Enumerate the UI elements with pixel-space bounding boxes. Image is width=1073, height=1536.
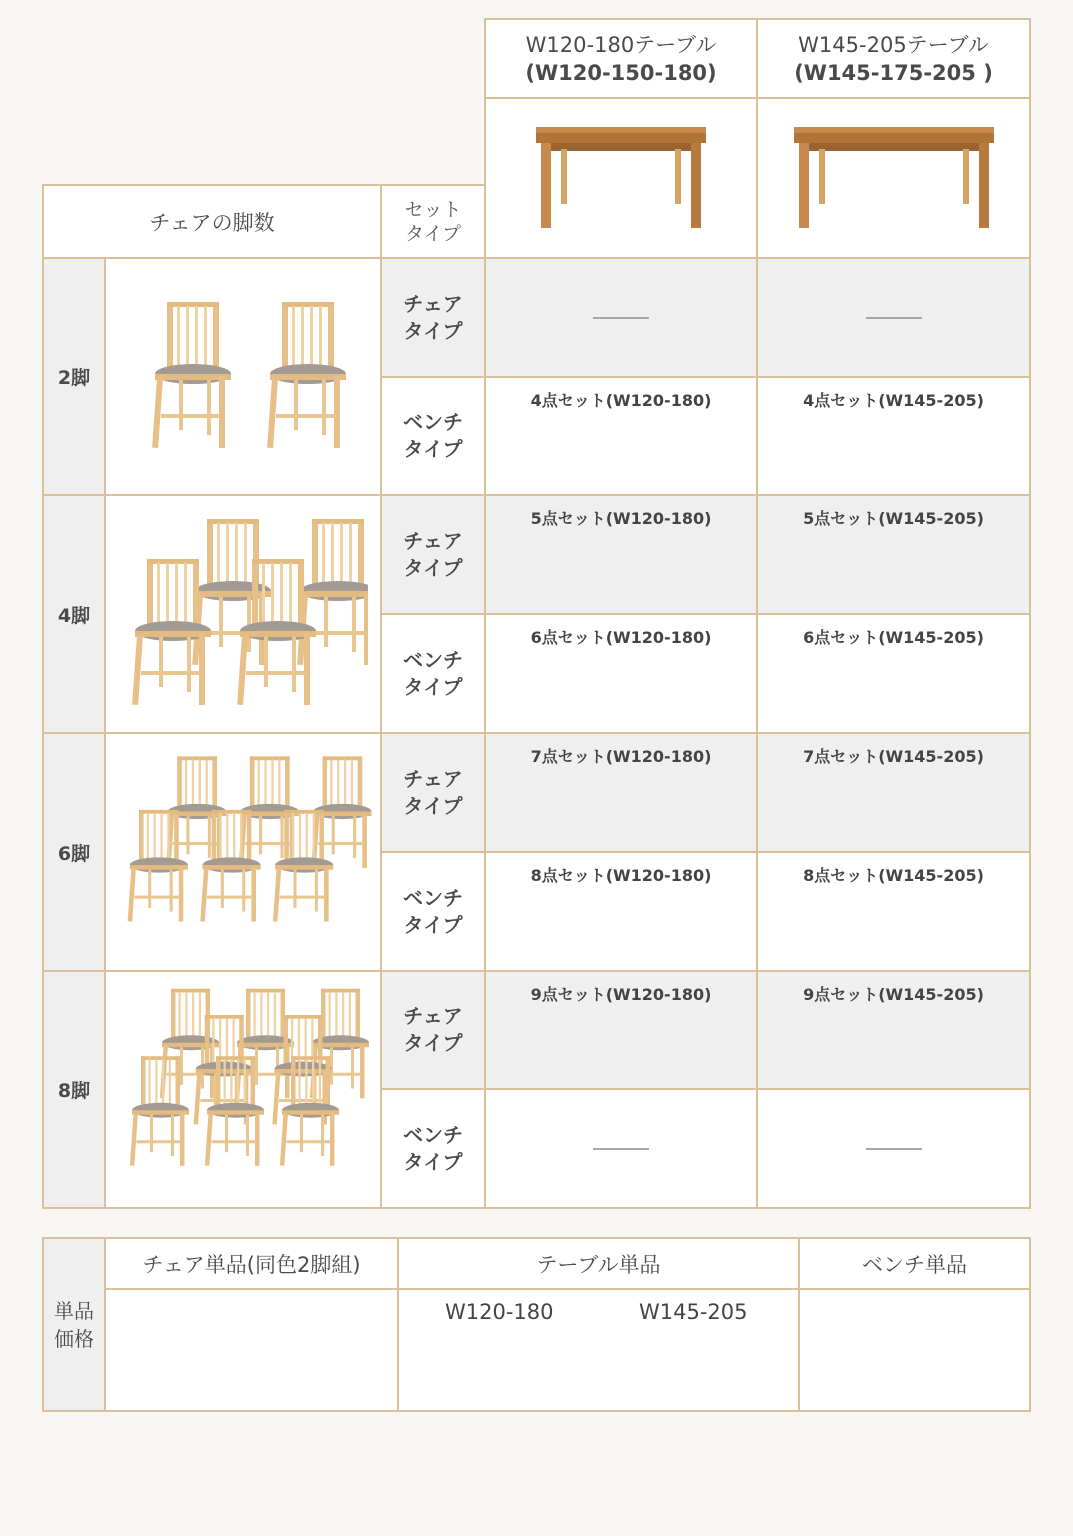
set-cell	[484, 1088, 758, 1209]
single-price-label-cell	[42, 1237, 106, 1412]
table-single-label: テーブル単品	[536, 1252, 661, 1277]
chair-image-cell	[104, 494, 382, 734]
dash-line	[593, 1148, 649, 1150]
dash-line	[866, 1148, 922, 1150]
type-line1: ベンチ	[403, 410, 463, 434]
chair-image-cell	[104, 732, 382, 972]
legs-cell	[42, 732, 106, 972]
chair-single-header	[104, 1237, 399, 1290]
two-chairs-icon	[133, 297, 353, 457]
set-cell	[756, 851, 1031, 972]
table-image-w145	[756, 97, 1031, 259]
bench-single-label: ベンチ単品	[862, 1252, 967, 1277]
table-image-w120	[484, 97, 758, 259]
type-line1: チェア	[403, 766, 463, 791]
set-label: 6点セット(W145-205)	[803, 628, 984, 647]
chair-type-cell	[380, 732, 486, 853]
set-cell	[756, 732, 1031, 853]
table-size-range: (W145-175-205 )	[794, 60, 993, 85]
legs-label: 8脚	[57, 1080, 91, 1102]
set-cell	[756, 257, 1031, 378]
legs-label: 4脚	[57, 604, 91, 627]
chair-count-header	[42, 184, 382, 259]
chair-image-cell	[104, 257, 382, 496]
table-single-header	[397, 1237, 800, 1290]
table-size-w120: W120-180	[445, 1300, 554, 1324]
bench-single-header	[798, 1237, 1031, 1290]
set-cell	[484, 851, 758, 972]
type-line1: ベンチ	[403, 1122, 463, 1147]
set-label: 9点セット(W120-180)	[530, 985, 712, 1004]
chair-single-label: チェア単品(同色2脚組)	[142, 1252, 361, 1277]
table-name: W145-205テーブル	[798, 32, 989, 57]
set-label: 5点セット(W120-180)	[530, 509, 712, 528]
legs-cell	[42, 970, 106, 1209]
single-price-line2: 価格	[54, 1326, 94, 1351]
set-label: 4点セット(W145-205)	[803, 391, 984, 410]
chair-image-cell	[104, 970, 382, 1209]
bench-type-cell	[380, 1088, 486, 1209]
table-header-w120	[484, 18, 758, 99]
legs-label: 2脚	[57, 367, 91, 389]
type-line2: タイプ	[403, 318, 463, 343]
table-size-range: (W120-150-180)	[525, 60, 717, 85]
set-cell	[484, 376, 758, 496]
type-line1: チェア	[403, 528, 463, 553]
set-cell	[484, 257, 758, 378]
legs-cell	[42, 494, 106, 734]
type-line2: タイプ	[403, 1031, 463, 1055]
type-line2: タイプ	[403, 437, 463, 461]
bench-type-cell	[380, 376, 486, 496]
set-label: 7点セット(W145-205)	[803, 747, 984, 766]
set-label: 7点セット(W120-180)	[530, 747, 712, 766]
dash-line	[866, 317, 922, 319]
type-line2: タイプ	[403, 793, 463, 818]
extension-table-icon	[531, 123, 711, 233]
type-line1: チェア	[403, 291, 463, 316]
chair-type-cell	[380, 257, 486, 378]
bench-single-price-cell	[798, 1288, 1031, 1412]
set-label: 4点セット(W120-180)	[530, 391, 712, 410]
bench-type-cell	[380, 613, 486, 734]
type-line1: ベンチ	[403, 885, 463, 910]
set-label: 6点セット(W120-180)	[530, 628, 712, 647]
set-cell	[756, 494, 1031, 615]
set-cell	[756, 613, 1031, 734]
set-label: 8点セット(W145-205)	[803, 866, 984, 885]
set-type-line1: セット	[404, 198, 462, 221]
legs-cell	[42, 257, 106, 496]
six-chairs-icon	[113, 752, 373, 952]
type-line1: ベンチ	[403, 647, 463, 672]
set-label: 8点セット(W120-180)	[530, 866, 712, 885]
legs-label: 6脚	[57, 842, 91, 865]
type-line2: タイプ	[403, 555, 463, 580]
single-price-line1: 単品	[54, 1298, 94, 1323]
eight-chairs-icon	[113, 985, 373, 1195]
table-header-w145	[756, 18, 1031, 99]
set-cell	[756, 970, 1031, 1090]
four-chairs-icon	[118, 514, 368, 714]
set-label: 9点セット(W145-205)	[803, 985, 984, 1004]
type-line2: タイプ	[403, 1149, 463, 1174]
bench-type-cell	[380, 851, 486, 972]
table-size-w145: W145-205	[639, 1300, 748, 1324]
type-line2: タイプ	[403, 912, 463, 937]
set-label: 5点セット(W145-205)	[803, 509, 984, 528]
set-cell	[756, 376, 1031, 496]
type-line2: タイプ	[403, 674, 463, 699]
chair-type-cell	[380, 970, 486, 1090]
table-single-price-cell	[397, 1288, 800, 1412]
type-line1: チェア	[403, 1004, 463, 1028]
dash-line	[593, 317, 649, 319]
set-cell	[484, 613, 758, 734]
set-cell	[484, 970, 758, 1090]
set-type-line2: タイプ	[404, 222, 462, 245]
set-cell	[484, 494, 758, 615]
chair-single-price-cell	[104, 1288, 399, 1412]
set-cell	[756, 1088, 1031, 1209]
chair-type-cell	[380, 494, 486, 615]
set-cell	[484, 732, 758, 853]
set-type-header	[380, 184, 486, 259]
table-name: W120-180テーブル	[525, 32, 717, 57]
extension-table-icon	[789, 123, 999, 233]
chair-count-label: チェアの脚数	[149, 210, 275, 235]
